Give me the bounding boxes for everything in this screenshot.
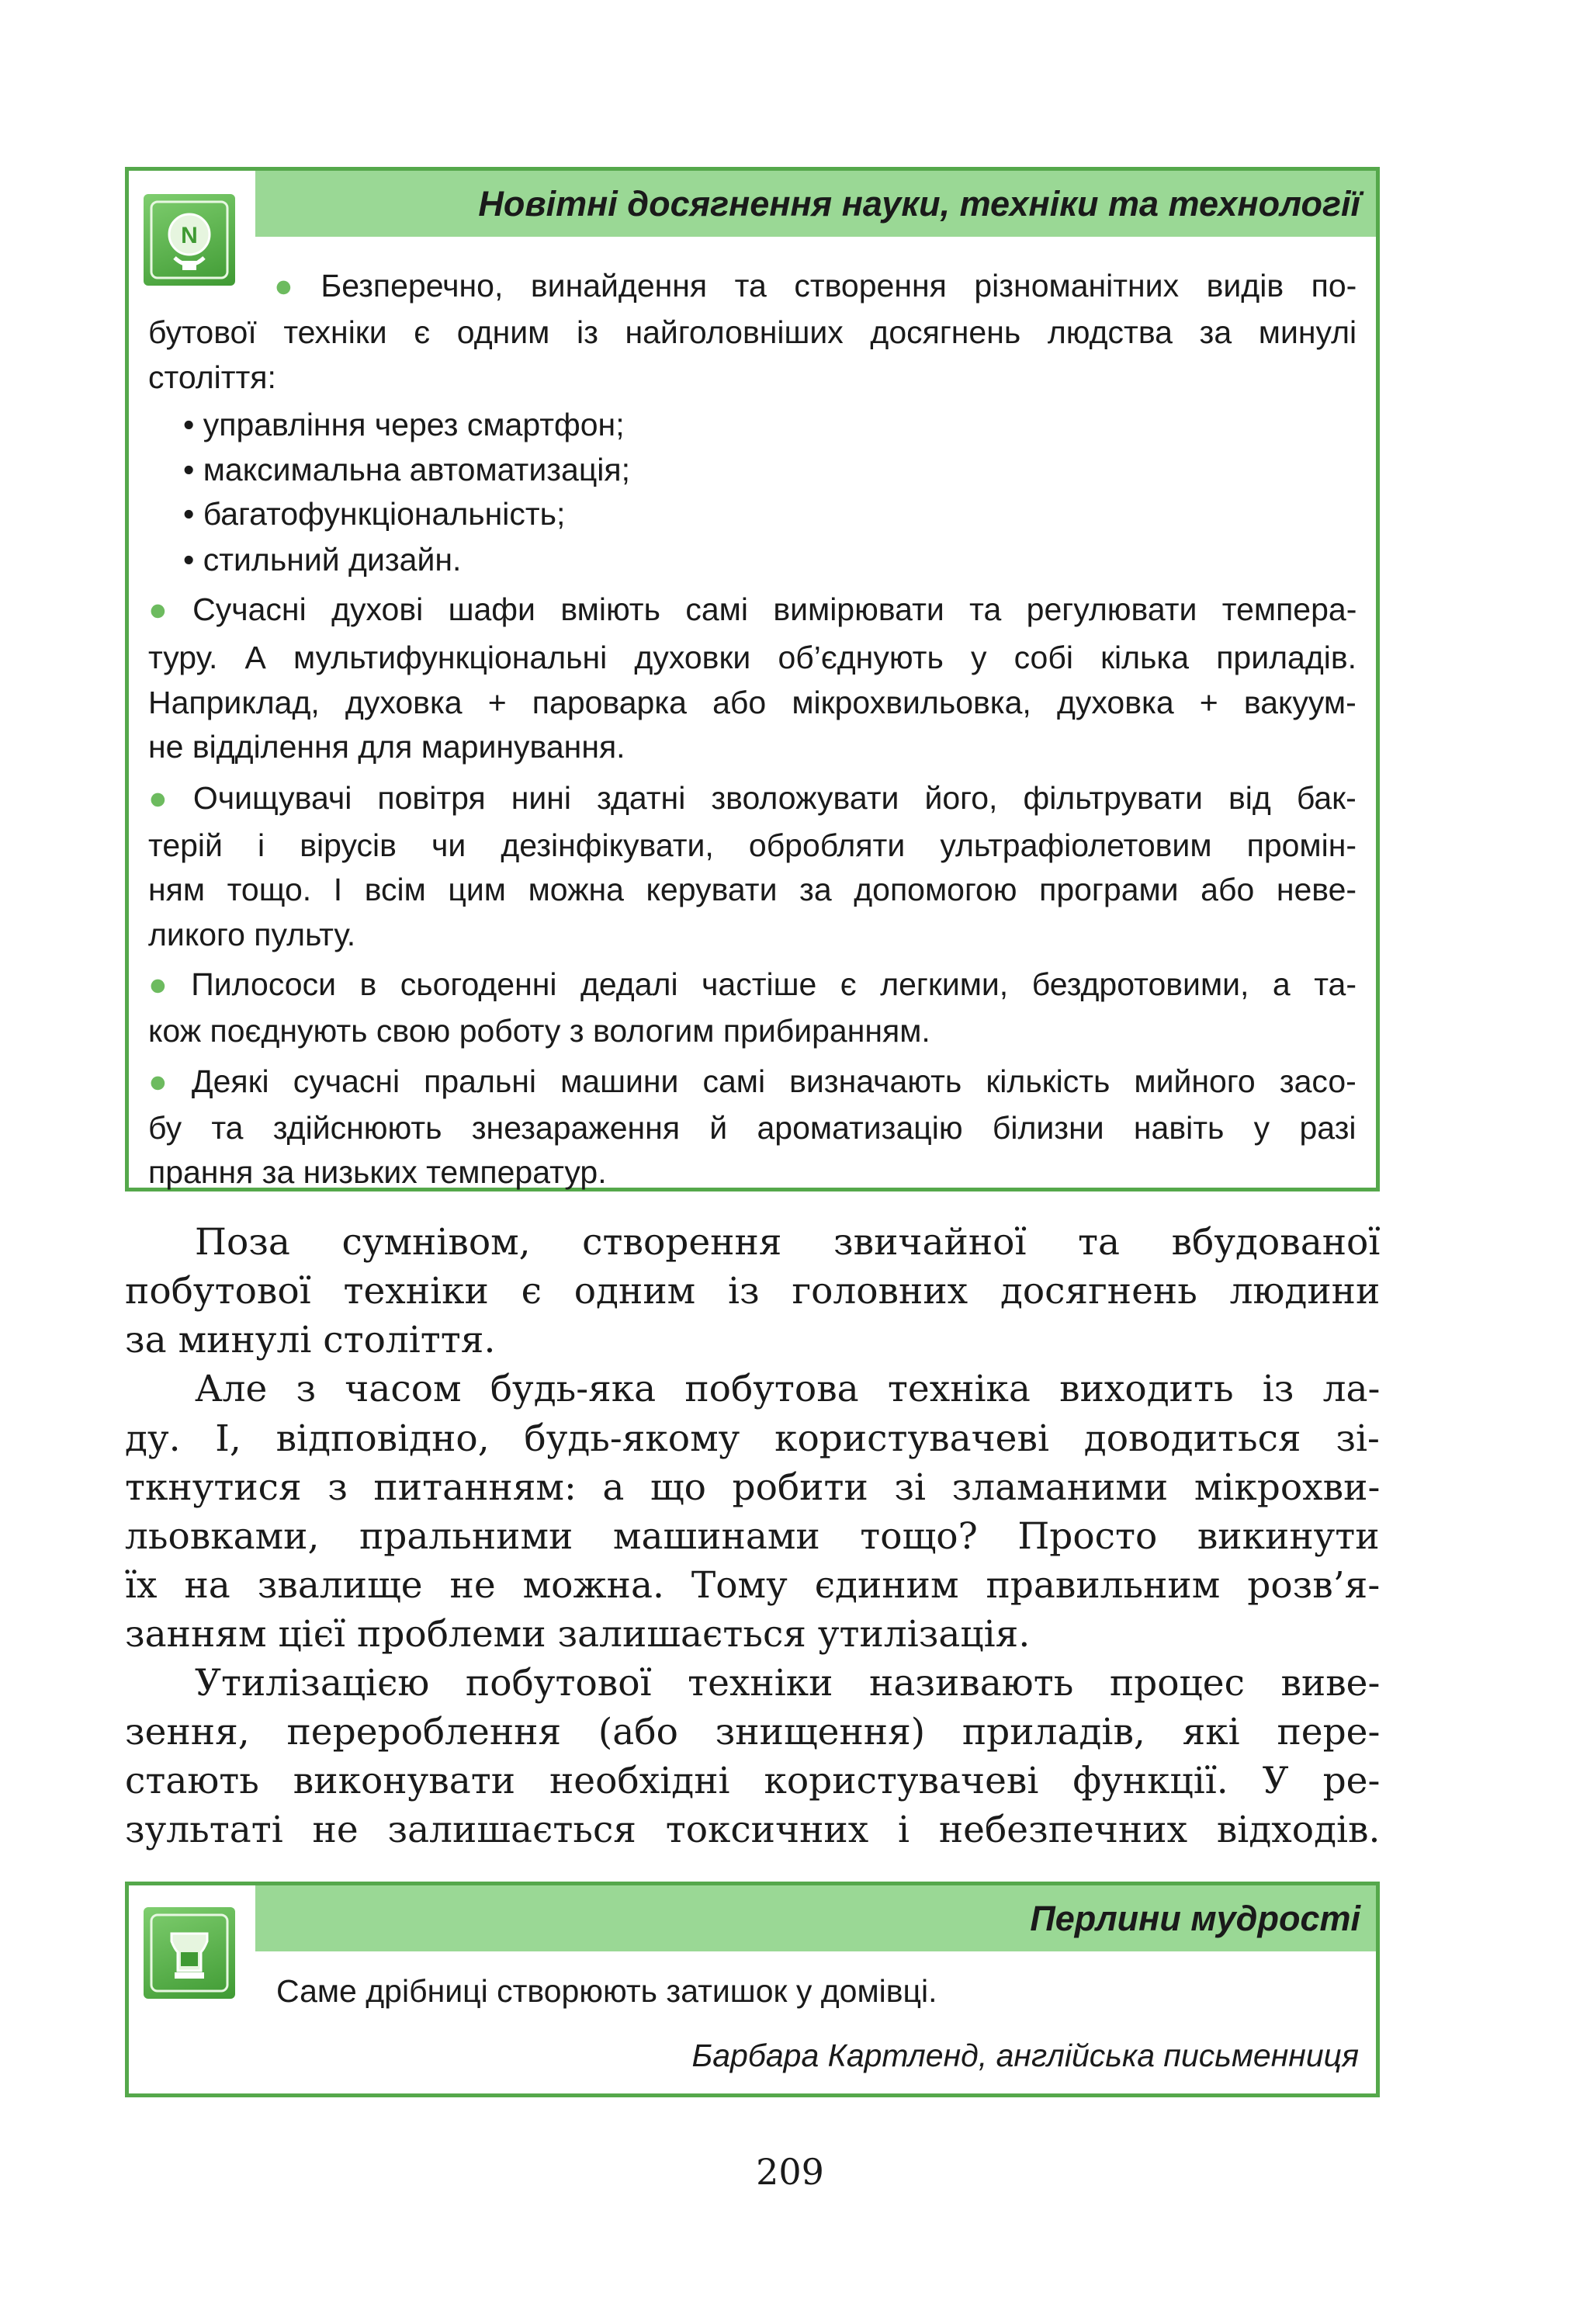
innovations-title: Новітні досягнення науки, техніки та технології [478,184,1360,224]
innovations-line-text: прання за низьких температур. [148,1154,607,1190]
body-line: ткнутися з питанням: а що робити зі зламаними мікрохви- [125,1466,1381,1509]
innovations-line-text: століття: [148,359,276,395]
innovations-line [148,1063,1357,1099]
innovations-line [148,1015,930,1047]
innovations-line [148,314,1357,350]
innovations-line [148,874,1357,906]
innovations-line-text: Деякі сучасні пральні машини самі визначають кількість мийного засо- [191,1063,1357,1099]
body-line: льовками, пральними машинами тощо? Просто викинути [125,1515,1380,1558]
innovations-line [148,359,276,395]
innovations-line-text: кож поєднують свою роботу з вологим прибиранням. [148,1013,930,1049]
science-innovation-icon [144,194,235,286]
innovations-line [183,409,625,441]
page-number: 209 [756,2151,824,2193]
innovations-line [148,1154,607,1190]
wisdom-quote: Саме дрібниці створюють затишок у домівці. [276,1973,937,2009]
innovations-line [148,731,625,763]
body-line: їх на звалище не можна. Тому єдиним правильним розв’я- [125,1564,1381,1607]
bullet-dot: ● [148,966,192,1002]
innovations-line [274,270,1357,302]
innovations-line-text: терій і вірусів чи дезінфікувати, обробляти ультрафіолетовим промін- [148,827,1357,863]
innovations-line [148,919,355,951]
wisdom-title: Перлини мудрості [1030,1899,1360,1938]
innovations-line [148,687,1357,719]
innovations-line [148,827,1357,863]
body-line: зення, перероблення (або знищення) приладів, які пере- [125,1711,1381,1753]
bullet-dot: ● [148,1063,192,1099]
innovations-line-text: ликого пульту. [148,917,356,952]
body-line: Поза сумнівом, створення звичайної та вбудованої [195,1221,1381,1264]
innovations-header-band [255,171,1376,237]
innovations-line [148,782,1357,814]
innovations-line [148,966,1357,1002]
innovations-line-text: Пилососи в сьогоденні дедалі частіше є легкими, бездротовими, а та- [191,966,1357,1002]
bullet-dot: ● [274,268,321,304]
bullet-dot: ● [148,780,193,816]
innovations-line-text: Очищувачі повітря нині здатні зволожувати його, фільтрувати від бак- [192,780,1357,816]
innovations-line-text: ням тощо. І всім цим можна керувати за допомогою програми або неве- [148,872,1357,907]
bullet-dot: ● [148,591,193,627]
body-line: побутової техніки є одним із головних досягнень людини [125,1270,1381,1313]
wisdom-box [125,1882,1380,2097]
innovations-line-text: Наприклад, духовка + пароварка або мікрохвильовка, духовка + вакуум- [148,685,1357,720]
body-line: Утилізацією побутової техніки називають процес виве- [195,1662,1381,1705]
wisdom-quote-author: Барбара Картленд, англійська письменниця [691,2038,1359,2073]
body-line: за минулі століття. [125,1319,496,1361]
svg-text:N: N [181,223,198,248]
innovations-line [148,591,1357,627]
innovations-line-text: Сучасні духові шафи вміють самі вимірювати та регулювати темпера- [192,591,1357,627]
innovations-line-text: бу та здійснюють знезараження й ароматизацію білизни навіть у разі [148,1110,1357,1146]
innovations-line-text: бутової техніки є одним із найголовніших досягнень людства за минулі [148,314,1357,350]
innovations-line-text: Безперечно, винайдення та створення різноманітних видів по- [321,268,1357,304]
wisdom-header-band [255,1885,1376,1951]
innovations-line [183,454,630,486]
wisdom-lamp-icon [144,1907,235,1999]
innovations-line [183,498,565,530]
innovations-line-text: • стильний дизайн. [183,542,462,578]
innovations-line [148,642,1357,674]
body-line: занням цієї проблеми залишається утилізація. [125,1613,1031,1656]
innovations-line [183,544,461,576]
body-line: зультаті не залишається токсичних і небезпечних відходів. [125,1809,1381,1851]
innovations-line [148,1112,1357,1144]
body-line: стають виконувати необхідні користувачеві функції. У ре- [125,1760,1381,1802]
innovations-line-text: • багатофункціональність; [183,496,566,532]
innovations-box [125,167,1380,1191]
body-line: ду. І, відповідно, будь-якому користувачеві доводиться зі- [125,1417,1380,1460]
innovations-line-text: туру. А мультифункціональні духовки об’єднують у собі кілька приладів. [148,640,1357,675]
body-line: Але з часом будь-яка побутова техніка виходить із ла- [195,1368,1381,1410]
innovations-line-text: не відділення для маринування. [148,729,625,765]
innovations-line-text: • управління через смартфон; [183,407,625,442]
innovations-line-text: • максимальна автоматизація; [183,452,631,487]
